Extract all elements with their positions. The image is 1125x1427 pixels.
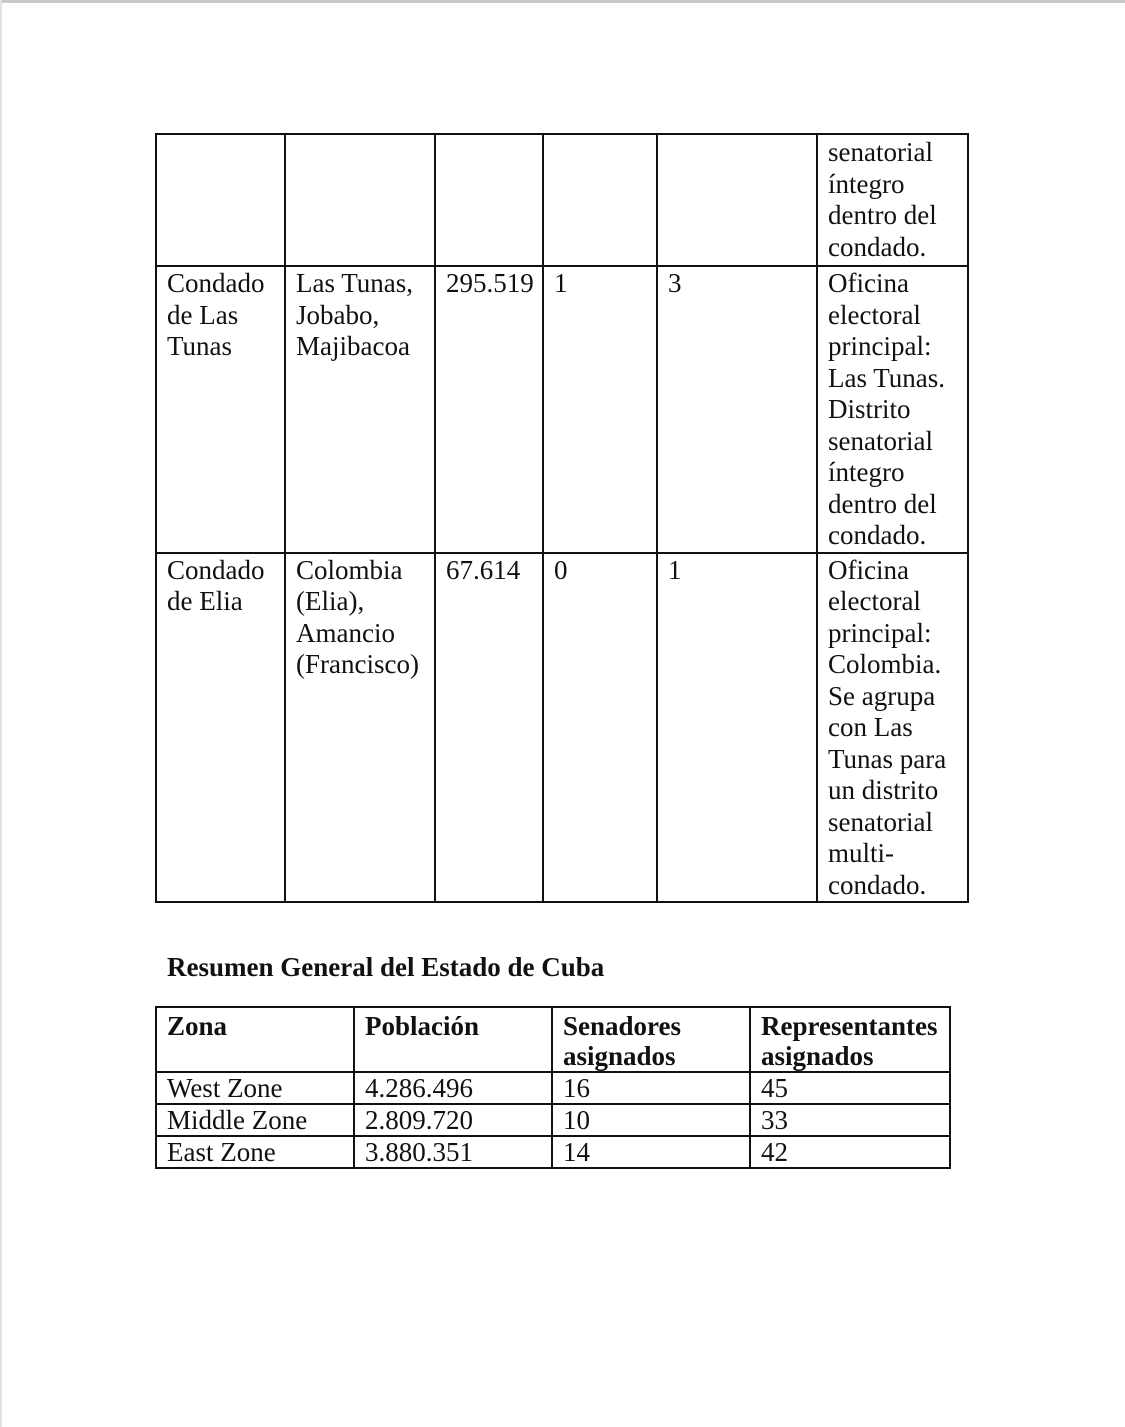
population-cell: 3.880.351 xyxy=(354,1136,552,1168)
population-cell xyxy=(435,134,543,266)
summary-header-row xyxy=(156,1007,950,1072)
population-cell: 4.286.496 xyxy=(354,1072,552,1104)
zone-cell: Middle Zone xyxy=(156,1104,354,1136)
table-row xyxy=(156,266,968,553)
summary-title: Resumen General del Estado de Cuba xyxy=(167,952,605,982)
senators-cell: 14 xyxy=(552,1136,750,1168)
municipalities-cell: Las Tunas, Jobabo, Majibacoa xyxy=(285,266,435,553)
representatives-cell xyxy=(657,134,817,266)
population-header: Población xyxy=(354,1007,552,1072)
senators-cell xyxy=(543,134,657,266)
notes-cell: Oficina electoral principal: Colombia. Se agrupa con Las Tunas para un distrito senatorial multi-condado. xyxy=(817,553,968,903)
table-row xyxy=(156,553,968,903)
summary-table xyxy=(155,1006,951,1169)
representatives-cell: 1 xyxy=(657,553,817,903)
senators-cell: 0 xyxy=(543,553,657,903)
county-cell xyxy=(156,134,285,266)
representatives-cell: 42 xyxy=(750,1136,950,1168)
table-row xyxy=(156,134,968,266)
senators-cell: 10 xyxy=(552,1104,750,1136)
notes-cell: Oficina electoral principal: Las Tunas. Distrito senatorial íntegro dentro del condado. xyxy=(817,266,968,553)
zone-cell: East Zone xyxy=(156,1136,354,1168)
table-row xyxy=(156,1136,950,1168)
page-left-edge xyxy=(0,0,2,1427)
zone-header: Zona xyxy=(156,1007,354,1072)
population-cell: 295.519 xyxy=(435,266,543,553)
senators-cell: 1 xyxy=(543,266,657,553)
municipalities-cell xyxy=(285,134,435,266)
zone-cell: West Zone xyxy=(156,1072,354,1104)
representatives-cell: 33 xyxy=(750,1104,950,1136)
table-row xyxy=(156,1072,950,1104)
municipalities-cell: Colombia (Elia), Amancio (Francisco) xyxy=(285,553,435,903)
representatives-cell: 45 xyxy=(750,1072,950,1104)
county-table xyxy=(155,133,969,903)
senators-header: Senadores asignados xyxy=(552,1007,750,1072)
county-cell: Condado de Elia xyxy=(156,553,285,903)
population-cell: 67.614 xyxy=(435,553,543,903)
representatives-header: Representantes asignados xyxy=(750,1007,950,1072)
page-top-edge xyxy=(0,0,1125,3)
county-cell: Condado de Las Tunas xyxy=(156,266,285,553)
senators-cell: 16 xyxy=(552,1072,750,1104)
notes-cell: senatorial íntegro dentro del condado. xyxy=(817,134,968,266)
representatives-cell: 3 xyxy=(657,266,817,553)
table-row xyxy=(156,1104,950,1136)
population-cell: 2.809.720 xyxy=(354,1104,552,1136)
